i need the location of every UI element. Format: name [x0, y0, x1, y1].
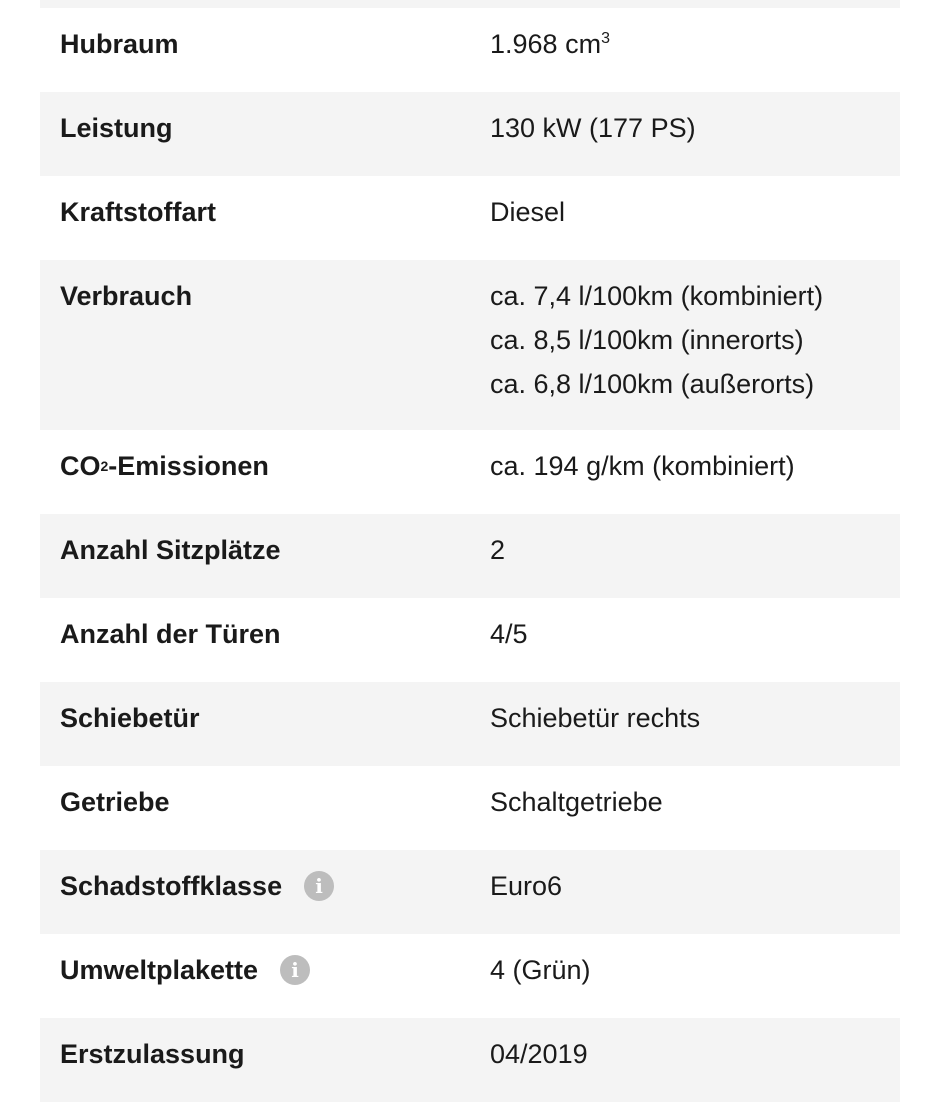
spec-row-schiebetuer: [40, 682, 900, 766]
consumption-urban: ca. 8,5 l/100km (innerorts): [490, 325, 804, 355]
spec-label: Anzahl der Türen: [60, 619, 281, 649]
spec-label: Getriebe: [60, 787, 170, 817]
spec-value: 4 (Grün): [490, 955, 591, 985]
spec-label: Umweltplakette i: [60, 948, 310, 992]
info-icon[interactable]: i: [304, 871, 334, 901]
spec-label: Schiebetür: [60, 703, 200, 733]
spec-row-erstzulassung: [40, 1018, 900, 1102]
spec-row-verbrauch: [40, 260, 900, 430]
spec-label: Erstzulassung: [60, 1039, 245, 1069]
spec-label: Leistung: [60, 113, 173, 143]
spec-value: 4/5: [490, 619, 528, 649]
spec-value: 130 kW (177 PS): [490, 113, 696, 143]
spec-table: [40, 0, 900, 1102]
spec-row-tueren: [40, 598, 900, 682]
spec-value: Schaltgetriebe: [490, 787, 663, 817]
spec-label: Hubraum: [60, 29, 179, 59]
row-stripe: [40, 0, 900, 8]
spec-value: Euro6: [490, 871, 563, 901]
spec-row-getriebe: [40, 766, 900, 850]
spec-row-umweltplakette: [40, 934, 900, 1018]
spec-row-schadstoffklasse: [40, 850, 900, 934]
spec-value: Schiebetür rechts: [490, 703, 701, 733]
info-icon[interactable]: i: [280, 955, 310, 985]
spec-row-leistung: [40, 92, 900, 176]
spec-label: Kraftstoffart: [60, 197, 217, 227]
spec-row-kraftstoffart: [40, 176, 900, 260]
spec-value: Diesel: [490, 197, 566, 227]
consumption-combined: ca. 7,4 l/100km (kombiniert): [490, 281, 824, 311]
spec-value: ca. 194 g/km (kombiniert): [490, 451, 795, 481]
spec-label: Verbrauch: [60, 281, 193, 311]
spec-row-sitzplaetze: [40, 514, 900, 598]
spec-value: 1.968 $cm^3$: [490, 29, 610, 59]
spec-label: Schadstoffklasse i: [60, 864, 334, 908]
spec-value: 2: [490, 535, 506, 565]
spec-row-hubraum: [40, 8, 900, 92]
spec-row-co2: [40, 430, 900, 514]
spec-value: 04/2019: [490, 1039, 588, 1069]
spec-label: CO 2 -Emissionen: [60, 451, 269, 481]
spec-label: Anzahl Sitzplätze: [60, 535, 281, 565]
spec-value: [490, 274, 823, 406]
consumption-extra-urban: ca. 6,8 l/100km (außerorts): [490, 369, 815, 399]
